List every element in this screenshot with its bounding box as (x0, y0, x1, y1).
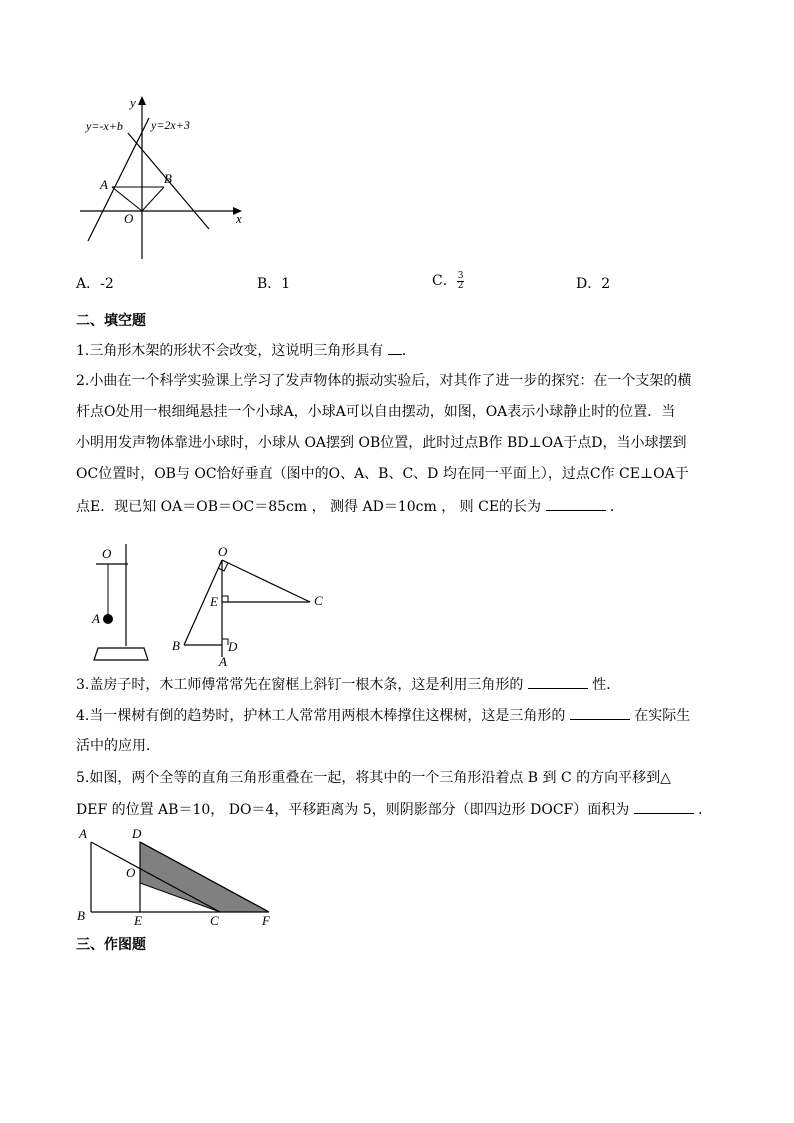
q4-blank[interactable] (570, 705, 630, 720)
label-e: E (210, 594, 218, 609)
segment-oc (222, 560, 310, 602)
question-4-line1: 4.当一棵树有倒的趋势时，护林工人常常用两根木棒撑住这棵树，这是三角形的 在实际生 (76, 705, 690, 726)
question-2-line2: 杆点O处用一根细绳悬挂一个小球A，小球A可以自由摆动，如图，OA表示小球静止时的位置．当 (76, 404, 676, 420)
fig3-label-b: B (77, 908, 85, 923)
fig3-label-a: A (79, 826, 87, 841)
fig3-label-d: D (132, 826, 142, 841)
q3-blank[interactable] (528, 674, 588, 689)
point-b-label: B (164, 171, 172, 186)
right-angle-e (222, 596, 228, 602)
choice-b: B．1 (257, 276, 291, 292)
fig3-label-e: E (134, 913, 142, 928)
question-5-line2: DEF 的位置 AB＝10， DO＝4，平移距离为 5，则阴影部分（即四边形 DOCF）面积为 ． (76, 799, 712, 820)
y-axis-label: y (130, 95, 136, 110)
q5-blank[interactable] (634, 799, 694, 814)
question-2-line3: 小明用发声物体靠进小球时，小球从 OA摆到 OB位置，此时过点B作 BD⊥OA于点D，当小球摆到 (76, 435, 687, 451)
question-4-line2: 活中的应用． (76, 738, 160, 754)
pendulum-ball (103, 614, 113, 624)
stand-a-label: A (92, 611, 100, 626)
question-2-line4: OC位置时，OB与 OC恰好垂直（图中的O、A、B、C、D 均在同一平面上），过点C作 CE⊥OA于 (76, 466, 689, 482)
y-axis-arrow (138, 96, 146, 105)
choice-c (432, 271, 464, 291)
label-o: O (218, 544, 228, 559)
choice-c-prefix: C． (432, 273, 457, 289)
pendulum-figure (88, 542, 338, 667)
section2-title: 二、填空题 (76, 313, 146, 329)
origin-label: O (124, 211, 134, 226)
q2-blank[interactable] (546, 496, 606, 511)
choice-c-fraction: $\frac{3}{2}$ (457, 270, 464, 291)
label-d: D (228, 639, 238, 654)
stand-base (94, 648, 148, 660)
question-5-line1: 5.如图，两个全等的直角三角形重叠在一起，将其中的一个三角形沿着点 B 到 C 的方向平移到△ (76, 770, 671, 786)
section3-title: 三、作图题 (76, 937, 146, 953)
coordinate-figure (72, 92, 252, 262)
segment-oa (112, 187, 142, 211)
q1-blank[interactable] (388, 340, 402, 355)
fig3-label-o: O (126, 865, 136, 880)
question-2-line5: 点E．现已知 OA＝OB＝OC＝85cm ， 测得 AD＝10cm ， 则 CE的长为 ． (76, 496, 624, 517)
segment-ob (142, 187, 164, 211)
stand-o-label: O (102, 546, 112, 561)
line-y-eq-2x-plus-3 (88, 118, 149, 241)
question-2-line1: 2.小曲在一个科学实验课上学习了发声物体的振动实验后，对其作了进一步的探究：在一个支架的横 (76, 373, 692, 389)
point-a-label: A (100, 177, 108, 192)
line1-label: y=-x+b (86, 119, 123, 133)
fig3-label-c: C (210, 913, 219, 928)
x-axis-label: x (236, 211, 242, 226)
label-b: B (172, 638, 180, 653)
line2-label: y=2x+3 (151, 118, 190, 132)
fig3-label-f: F (262, 913, 270, 928)
question-1: 1.三角形木架的形状不会改变，这说明三角形具有 ． (76, 340, 416, 361)
choice-a: A．-2 (76, 276, 114, 292)
label-c: C (314, 593, 323, 608)
label-a: A (219, 654, 227, 667)
choice-d: D．2 (576, 276, 611, 292)
translation-figure (76, 826, 276, 928)
question-3: 3.盖房子时，木工师傅常常先在窗框上斜钉一根木条，这是利用三角形的 性． (76, 674, 620, 695)
